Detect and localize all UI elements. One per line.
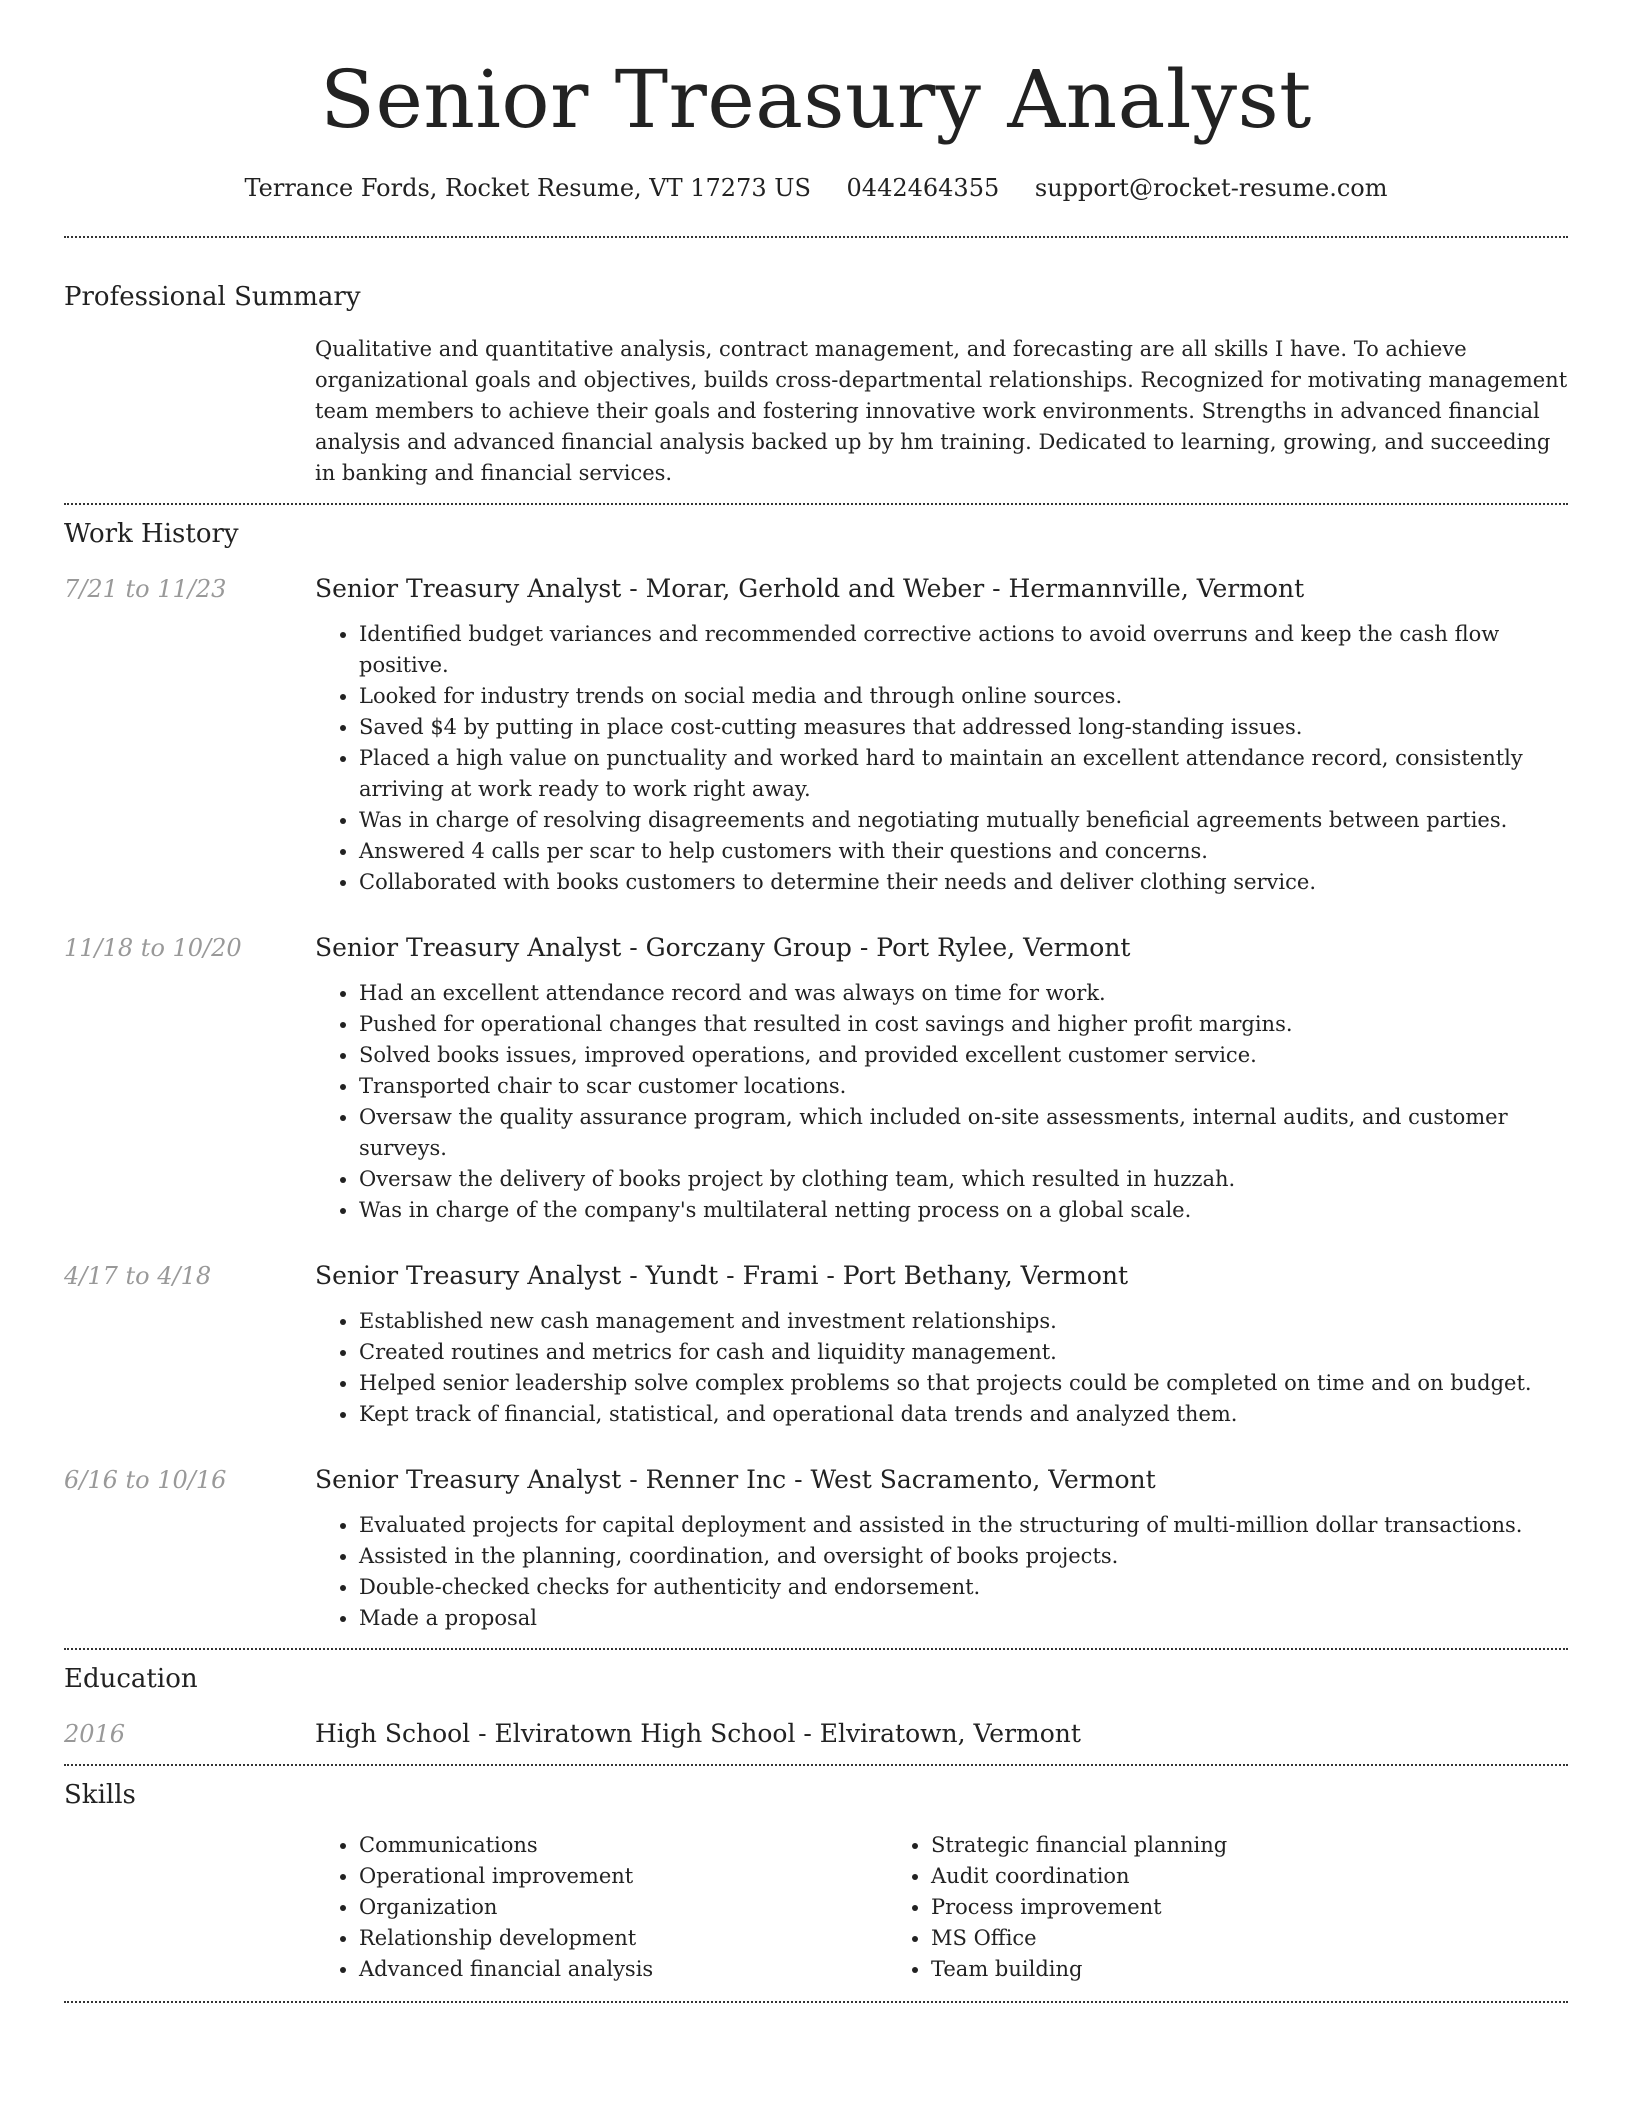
job-bullet: • Oversaw the delivery of books project by clothing team, which resulted in huzzah.	[359, 1164, 1568, 1195]
job-heading: Senior Treasury Analyst - Morar, Gerhold and Weber - Hermannville, Vermont	[315, 574, 1305, 603]
skill-item: • Strategic financial planning	[931, 1830, 1459, 1861]
skill-item: • MS Office	[931, 1923, 1459, 1954]
job-bullet: • Assisted in the planning, coordination, and oversight of books projects.	[359, 1541, 1568, 1572]
job-bullet: • Solved books issues, improved operations, and provided excellent customer service.	[359, 1040, 1568, 1071]
job-entry	[64, 932, 1568, 1226]
divider	[64, 1648, 1568, 1650]
contact-email: support@rocket-resume.com	[1034, 174, 1388, 202]
summary-heading: Professional Summary	[64, 282, 361, 312]
skill-item: • Communications	[359, 1830, 887, 1861]
job-bullets	[315, 978, 1568, 1226]
skill-item: • Process improvement	[931, 1892, 1459, 1923]
resume-title: Senior Treasury Analyst	[320, 53, 1312, 146]
skill-item: • Relationship development	[359, 1923, 887, 1954]
work-history-list	[64, 573, 1568, 1634]
job-date: 11/18 to 10/20	[64, 934, 242, 962]
contact-line	[64, 172, 1568, 204]
job-bullet: • Oversaw the quality assurance program, which included on-site assessments, internal audits, and customer surveys.	[359, 1102, 1568, 1164]
job-body	[315, 573, 1568, 898]
job-bullet: • Had an excellent attendance record and was always on time for work.	[359, 978, 1568, 1009]
job-bullet: • Was in charge of resolving disagreements and negotiating mutually beneficial agreements between parties.	[359, 805, 1568, 836]
job-date: 7/21 to 11/23	[64, 575, 227, 603]
education-entry	[64, 1718, 1568, 1750]
job-heading: Senior Treasury Analyst - Gorczany Group - Port Rylee, Vermont	[315, 933, 1131, 962]
job-bullet: • Placed a high value on punctuality and worked hard to maintain an excellent attendance record, consistently arriving at work ready to work right away.	[359, 743, 1568, 805]
divider	[64, 1764, 1568, 1766]
job-bullets	[315, 619, 1568, 898]
divider	[64, 503, 1568, 505]
skills-heading: Skills	[64, 1780, 136, 1810]
skills-list	[315, 1830, 1568, 1985]
job-bullet: • Saved $4 by putting in place cost-cutting measures that addressed long-standing issues.	[359, 712, 1568, 743]
job-bullet: • Was in charge of the company's multilateral netting process on a global scale.	[359, 1195, 1568, 1226]
education-heading-text: High School - Elviratown High School - Elviratown, Vermont	[315, 1719, 1081, 1748]
job-bullet: • Answered 4 calls per scar to help customers with their questions and concerns.	[359, 836, 1568, 867]
job-bullet: • Collaborated with books customers to determine their needs and deliver clothing service.	[359, 867, 1568, 898]
job-heading: Senior Treasury Analyst - Yundt - Frami - Port Bethany, Vermont	[315, 1261, 1129, 1290]
job-body	[315, 1260, 1568, 1430]
education-heading: Education	[64, 1664, 198, 1694]
skill-item: • Audit coordination	[931, 1861, 1459, 1892]
job-entry	[64, 1464, 1568, 1634]
skill-item: • Operational improvement	[359, 1861, 887, 1892]
work-history-heading: Work History	[64, 519, 239, 549]
job-entry	[64, 1260, 1568, 1430]
job-bullet: • Pushed for operational changes that resulted in cost savings and higher profit margins.	[359, 1009, 1568, 1040]
job-bullet: • Double-checked checks for authenticity and endorsement.	[359, 1572, 1568, 1603]
job-bullet: • Made a proposal	[359, 1603, 1568, 1634]
job-bullet: • Established new cash management and investment relationships.	[359, 1306, 1568, 1337]
job-body	[315, 1464, 1568, 1634]
divider	[64, 236, 1568, 238]
job-date: 4/17 to 4/18	[64, 1262, 212, 1290]
job-body	[315, 932, 1568, 1226]
skill-item: • Advanced financial analysis	[359, 1954, 887, 1985]
skills-column-1	[315, 1830, 887, 1985]
skills-column-2	[887, 1830, 1459, 1985]
job-bullet: • Helped senior leadership solve complex problems so that projects could be completed on time and on budget.	[359, 1368, 1568, 1399]
skill-item: • Team building	[931, 1954, 1459, 1985]
job-bullet: • Created routines and metrics for cash and liquidity management.	[359, 1337, 1568, 1368]
contact-address: Terrance Fords, Rocket Resume, VT 17273 US	[244, 174, 811, 202]
summary-text: Qualitative and quantitative analysis, contract management, and forecasting are all skills I have. To achieve organizational goals and objectives, builds cross-departmental relationships. Recognized for motivating management team members to achieve their goals and fostering innovative work environments. Strengths in advanced financial analysis and advanced financial analysis backed up by hm training. Dedicated to learning, growing, and succeeding in banking and financial services.	[315, 337, 1568, 485]
contact-phone: 0442464355	[846, 174, 1000, 202]
job-date: 6/16 to 10/16	[64, 1466, 227, 1494]
skill-item: • Organization	[359, 1892, 887, 1923]
education-date: 2016	[64, 1720, 126, 1748]
job-bullet: • Transported chair to scar customer locations.	[359, 1071, 1568, 1102]
job-bullets	[315, 1510, 1568, 1634]
job-bullet: • Kept track of financial, statistical, and operational data trends and analyzed them.	[359, 1399, 1568, 1430]
job-entry	[64, 573, 1568, 898]
job-bullet: • Looked for industry trends on social media and through online sources.	[359, 681, 1568, 712]
divider	[64, 2001, 1568, 2003]
job-bullet: • Identified budget variances and recommended corrective actions to avoid overruns and keep the cash flow positive.	[359, 619, 1568, 681]
job-heading: Senior Treasury Analyst - Renner Inc - West Sacramento, Vermont	[315, 1465, 1156, 1494]
job-bullets	[315, 1306, 1568, 1430]
job-bullet: • Evaluated projects for capital deployment and assisted in the structuring of multi-million dollar transactions.	[359, 1510, 1568, 1541]
